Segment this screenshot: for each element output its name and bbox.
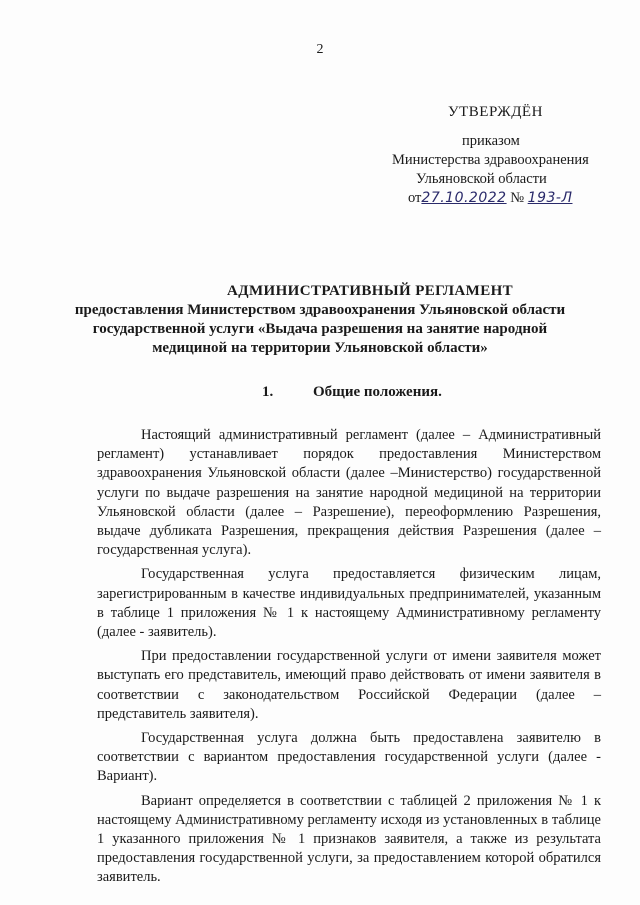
paragraph: При предоставлении государственной услуги от имени заявителя может выступать его представитель, имеющий право действовать от имени заявителя в соответствии с законодательством Российской Федерации (далее – представитель заявителя). [97,648,601,722]
number-prefix: № [510,190,525,206]
paragraph: Настоящий административный регламент (далее – Административный регламент) устанавливает порядок предоставления Министерством здравоохранения Ульяновской области (далее –Министерство) государственной услуги по выдаче разрешения на занятие народной медициной на территории Ульяновской области (далее – Разрешение), переоформлению Разрешения, выдаче дубликата Разрешения, прекращения действия Разрешения (далее – государственная услуга). [97,427,601,559]
date-prefix: от [408,190,422,206]
section-number: 1. [262,384,274,400]
handwritten-number: 193-Л [527,190,573,206]
document-title: АДМИНИСТРАТИВНЫЙ РЕГЛАМЕНТ [227,283,514,299]
document-title-block [0,282,640,358]
page-number: 2 [316,42,324,57]
body-text [97,426,601,893]
paragraph: Государственная услуга должна быть предоставлена заявителю в соответствии с вариантом предоставления государственной услуги (далее - Вариант). [97,730,601,785]
approval-line-order: приказом [462,133,520,149]
document-subtitle: предоставления Министерством здравоохранения Ульяновской области государственной услуги «Выдача разрешения на занятие народной медициной на территории Ульяновской области» [74,302,566,356]
approval-date-line [408,189,572,208]
approval-title: УТВЕРЖДЁН [448,104,543,120]
approval-line-region: Ульяновской области [416,171,547,187]
handwritten-date: 27.10.2022 [421,190,507,206]
section-heading [262,384,442,401]
section-title: Общие положения. [313,384,442,400]
approval-line-ministry: Министерства здравоохранения [392,152,589,168]
paragraph: Вариант определяется в соответствии с таблицей 2 приложения № 1 к настоящему Административному регламенту исходя из установленных в таблице 1 указанного приложения № 1 признаков заявителя, а также из результата предоставления государственной услуги, за предоставлением которой обратился заявитель. [97,792,601,886]
paragraph: Государственная услуга предоставляется физическим лицам, зарегистрированным в качестве индивидуальных предпринимателей, указанным в таблице 1 приложения № 1 к настоящему Административному регламенту (далее - заявитель). [97,566,601,641]
